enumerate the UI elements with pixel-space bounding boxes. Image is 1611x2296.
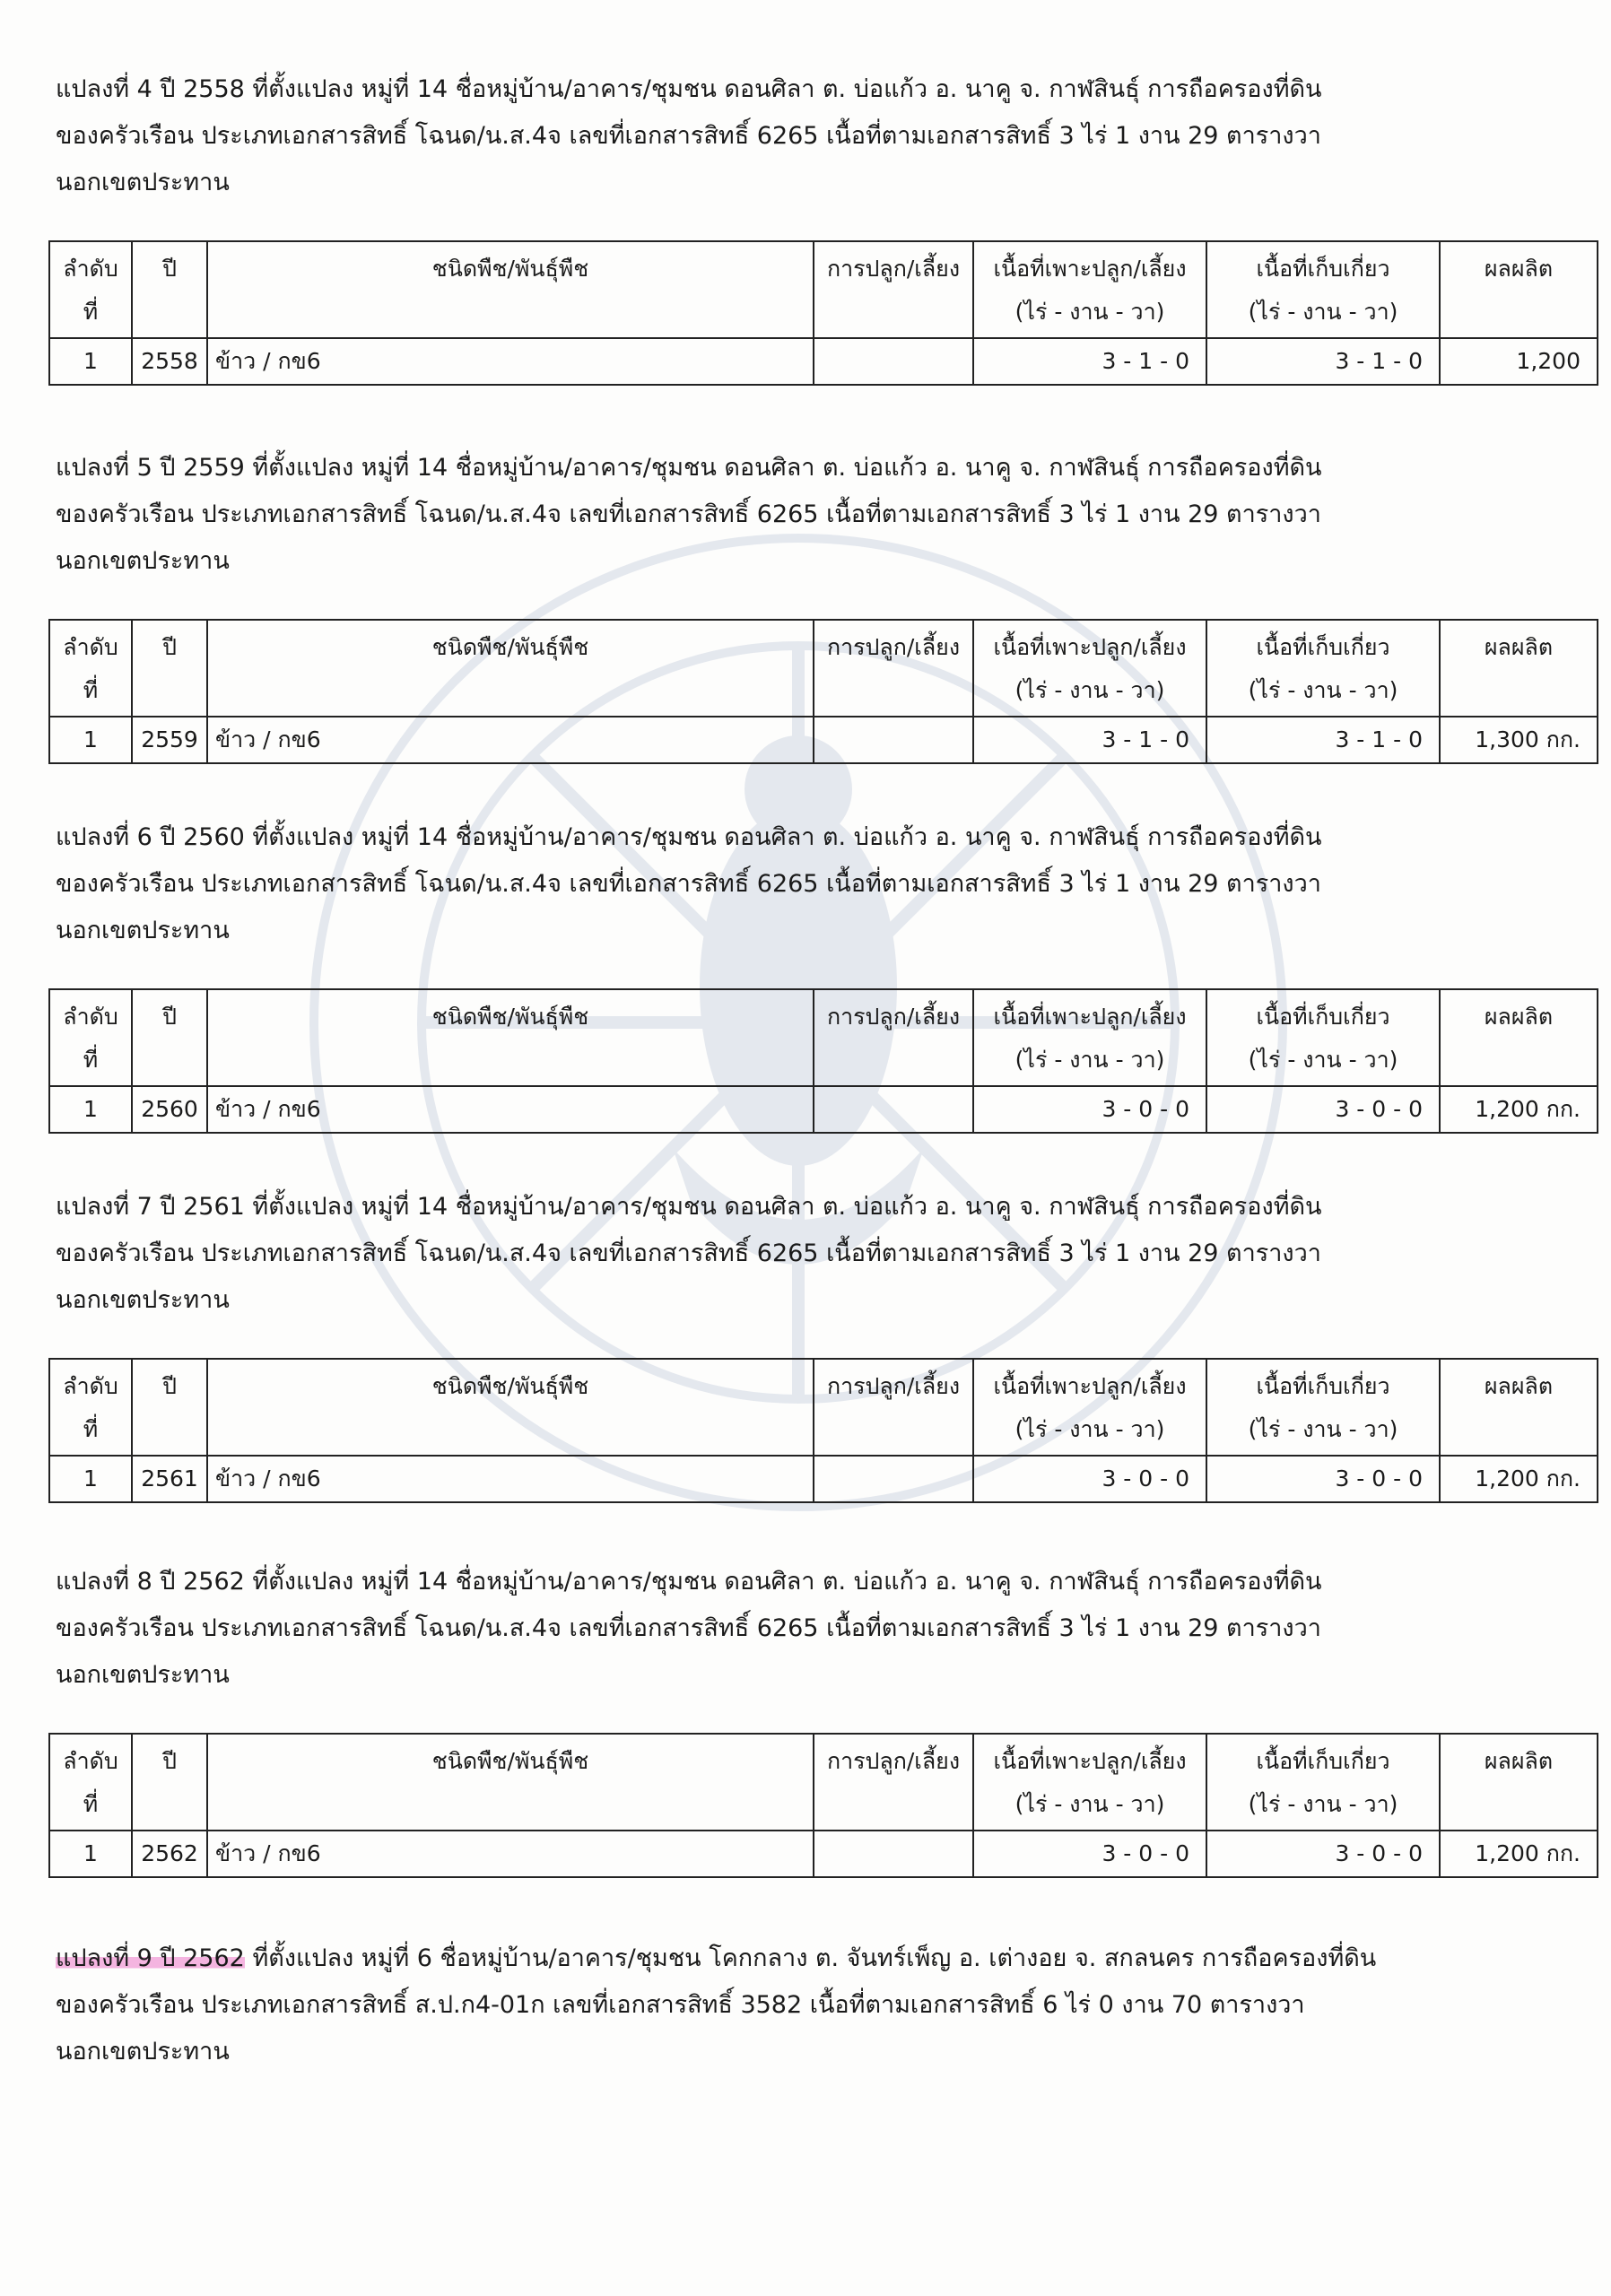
header-yield: ผลผลิต (1440, 241, 1598, 338)
header-area-unit: (ไร่ - งาน - วา) (1014, 1047, 1165, 1073)
header-harvest (1206, 241, 1440, 338)
plot-line-3: นอกเขตประทาน (56, 917, 230, 944)
crop-table (48, 240, 1598, 386)
header-area-unit: (ไร่ - งาน - วา) (1014, 677, 1165, 703)
header-harvest-unit: (ไร่ - งาน - วา) (1248, 299, 1398, 325)
header-yield: ผลผลิต (1440, 1734, 1598, 1831)
cell-planting (814, 1831, 973, 1877)
table-row (49, 1086, 1598, 1133)
plot-line-2: ของครัวเรือน ประเภทเอกสารสิทธิ์ โฉนด/น.ส.4จ เลขที่เอกสารสิทธิ์ 6265 เนื้อที่ตามเอกสารสิทธิ์ 3 ไร่ 1 งาน 29 ตารางวา (56, 1614, 1321, 1642)
header-area-title: เนื้อที่เพาะปลูก/เลี้ยง (993, 1748, 1187, 1774)
plot-line-3: นอกเขตประทาน (56, 1286, 230, 1314)
header-area (973, 1359, 1206, 1456)
cell-harvest: 3 - 0 - 0 (1206, 1456, 1440, 1502)
plot-section (56, 1184, 1598, 1503)
plot-section (56, 1559, 1598, 1878)
header-harvest-unit: (ไร่ - งาน - วา) (1248, 1791, 1398, 1817)
header-harvest (1206, 1359, 1440, 1456)
plot-line-3: นอกเขตประทาน (56, 169, 230, 196)
header-yield: ผลผลิต (1440, 989, 1598, 1086)
header-harvest-unit: (ไร่ - งาน - วา) (1248, 1416, 1398, 1442)
header-year: ปี (132, 241, 207, 338)
cell-no: 1 (49, 1831, 132, 1877)
header-year: ปี (132, 1734, 207, 1831)
cell-area: 3 - 0 - 0 (973, 1831, 1206, 1877)
plot-line-2: ของครัวเรือน ประเภทเอกสารสิทธิ์ ส.ป.ก4-01ก เลขที่เอกสารสิทธิ์ 3582 เนื้อที่ตามเอกสารสิทธิ์ 6 ไร่ 0 งาน 70 ตารางวา (56, 1991, 1305, 2019)
header-crop: ชนิดพืช/พันธุ์พืช (207, 620, 814, 717)
header-area-title: เนื้อที่เพาะปลูก/เลี้ยง (993, 1373, 1187, 1399)
header-harvest-unit: (ไร่ - งาน - วา) (1248, 677, 1398, 703)
cell-crop: ข้าว / กข6 (207, 1831, 814, 1877)
cell-harvest: 3 - 0 - 0 (1206, 1831, 1440, 1877)
cell-crop: ข้าว / กข6 (207, 1086, 814, 1133)
header-no: ลำดับที่ (49, 1359, 132, 1456)
header-planting: การปลูก/เลี้ยง (814, 1359, 973, 1456)
plot-line-1: แปลงที่ 7 ปี 2561 ที่ตั้งแปลง หมู่ที่ 14 ชื่อหมู่บ้าน/อาคาร/ชุมชน ดอนศิลา ต. บ่อแก้ว อ. นาคู จ. กาฬสินธุ์ การถือครองที่ดิน (56, 1193, 1322, 1221)
plot-section (56, 814, 1598, 1134)
header-harvest-title: เนื้อที่เก็บเกี่ยว (1256, 256, 1390, 282)
header-harvest (1206, 620, 1440, 717)
header-area-unit: (ไร่ - งาน - วา) (1014, 1416, 1165, 1442)
cell-harvest: 3 - 0 - 0 (1206, 1086, 1440, 1133)
header-area-unit: (ไร่ - งาน - วา) (1014, 1791, 1165, 1817)
plot-description (56, 1184, 1598, 1324)
plot-description (56, 66, 1598, 206)
header-year: ปี (132, 989, 207, 1086)
cell-year: 2561 (132, 1456, 207, 1502)
cell-planting (814, 717, 973, 763)
header-area (973, 989, 1206, 1086)
cell-harvest: 3 - 1 - 0 (1206, 717, 1440, 763)
header-harvest (1206, 989, 1440, 1086)
plot-description (56, 1559, 1598, 1699)
header-area-title: เนื้อที่เพาะปลูก/เลี้ยง (993, 256, 1187, 282)
crop-table (48, 1733, 1598, 1878)
header-area-title: เนื้อที่เพาะปลูก/เลี้ยง (993, 1004, 1187, 1030)
table-row (49, 1831, 1598, 1877)
cell-yield: 1,200 กก. (1440, 1456, 1598, 1502)
cell-no: 1 (49, 1086, 132, 1133)
cell-planting (814, 1086, 973, 1133)
crop-table (48, 1358, 1598, 1503)
cell-crop: ข้าว / กข6 (207, 717, 814, 763)
plot-description (56, 814, 1598, 954)
header-area (973, 1734, 1206, 1831)
header-harvest-title: เนื้อที่เก็บเกี่ยว (1256, 634, 1390, 660)
plot-line-1 (56, 1935, 1598, 1982)
header-area (973, 241, 1206, 338)
cell-area: 3 - 1 - 0 (973, 338, 1206, 385)
header-area-unit: (ไร่ - งาน - วา) (1014, 299, 1165, 325)
table-row (49, 1456, 1598, 1502)
header-no: ลำดับที่ (49, 1734, 132, 1831)
cell-year: 2558 (132, 338, 207, 385)
header-no: ลำดับที่ (49, 241, 132, 338)
plot-line-1: แปลงที่ 5 ปี 2559 ที่ตั้งแปลง หมู่ที่ 14 ชื่อหมู่บ้าน/อาคาร/ชุมชน ดอนศิลา ต. บ่อแก้ว อ. นาคู จ. กาฬสินธุ์ การถือครองที่ดิน (56, 454, 1322, 482)
header-no: ลำดับที่ (49, 620, 132, 717)
plot-line-1: แปลงที่ 8 ปี 2562 ที่ตั้งแปลง หมู่ที่ 14 ชื่อหมู่บ้าน/อาคาร/ชุมชน ดอนศิลา ต. บ่อแก้ว อ. นาคู จ. กาฬสินธุ์ การถือครองที่ดิน (56, 1568, 1322, 1596)
cell-yield: 1,200 กก. (1440, 1831, 1598, 1877)
table-row (49, 338, 1598, 385)
plot-line-2: ของครัวเรือน ประเภทเอกสารสิทธิ์ โฉนด/น.ส.4จ เลขที่เอกสารสิทธิ์ 6265 เนื้อที่ตามเอกสารสิทธิ์ 3 ไร่ 1 งาน 29 ตารางวา (56, 1239, 1321, 1267)
highlighted-plot-label: แปลงที่ 9 ปี 2562 (56, 1944, 245, 1972)
header-yield: ผลผลิต (1440, 1359, 1598, 1456)
header-harvest-title: เนื้อที่เก็บเกี่ยว (1256, 1373, 1390, 1399)
plot-line-3: นอกเขตประทาน (56, 547, 230, 575)
cell-year: 2560 (132, 1086, 207, 1133)
header-year: ปี (132, 620, 207, 717)
header-area-title: เนื้อที่เพาะปลูก/เลี้ยง (993, 634, 1187, 660)
plot-line-2: ของครัวเรือน ประเภทเอกสารสิทธิ์ โฉนด/น.ส.4จ เลขที่เอกสารสิทธิ์ 6265 เนื้อที่ตามเอกสารสิทธิ์ 3 ไร่ 1 งาน 29 ตารางวา (56, 122, 1321, 150)
plot-line-1: แปลงที่ 6 ปี 2560 ที่ตั้งแปลง หมู่ที่ 14 ชื่อหมู่บ้าน/อาคาร/ชุมชน ดอนศิลา ต. บ่อแก้ว อ. นาคู จ. กาฬสินธุ์ การถือครองที่ดิน (56, 823, 1322, 851)
header-harvest-unit: (ไร่ - งาน - วา) (1248, 1047, 1398, 1073)
plot-section (56, 1935, 1598, 2075)
cell-crop: ข้าว / กข6 (207, 338, 814, 385)
cell-area: 3 - 0 - 0 (973, 1456, 1206, 1502)
table-header-row (49, 1359, 1598, 1456)
crop-table (48, 619, 1598, 764)
table-header-row (49, 989, 1598, 1086)
cell-planting (814, 338, 973, 385)
header-area (973, 620, 1206, 717)
plot-section (56, 445, 1598, 764)
table-header-row (49, 620, 1598, 717)
header-crop: ชนิดพืช/พันธุ์พืช (207, 241, 814, 338)
cell-crop: ข้าว / กข6 (207, 1456, 814, 1502)
cell-area: 3 - 0 - 0 (973, 1086, 1206, 1133)
header-planting: การปลูก/เลี้ยง (814, 989, 973, 1086)
table-header-row (49, 1734, 1598, 1831)
header-harvest (1206, 1734, 1440, 1831)
header-planting: การปลูก/เลี้ยง (814, 241, 973, 338)
plot-line-3: นอกเขตประทาน (56, 1661, 230, 1689)
plot-line-2: ของครัวเรือน ประเภทเอกสารสิทธิ์ โฉนด/น.ส.4จ เลขที่เอกสารสิทธิ์ 6265 เนื้อที่ตามเอกสารสิทธิ์ 3 ไร่ 1 งาน 29 ตารางวา (56, 870, 1321, 898)
table-header-row (49, 241, 1598, 338)
plot-section (56, 66, 1598, 386)
cell-yield: 1,200 กก. (1440, 1086, 1598, 1133)
header-year: ปี (132, 1359, 207, 1456)
header-harvest-title: เนื้อที่เก็บเกี่ยว (1256, 1004, 1390, 1030)
table-row (49, 717, 1598, 763)
header-harvest-title: เนื้อที่เก็บเกี่ยว (1256, 1748, 1390, 1774)
header-crop: ชนิดพืช/พันธุ์พืช (207, 989, 814, 1086)
cell-planting (814, 1456, 973, 1502)
header-no: ลำดับที่ (49, 989, 132, 1086)
cell-area: 3 - 1 - 0 (973, 717, 1206, 763)
plot-line-2: ของครัวเรือน ประเภทเอกสารสิทธิ์ โฉนด/น.ส.4จ เลขที่เอกสารสิทธิ์ 6265 เนื้อที่ตามเอกสารสิทธิ์ 3 ไร่ 1 งาน 29 ตารางวา (56, 500, 1321, 528)
cell-yield: 1,200 (1440, 338, 1598, 385)
cell-yield: 1,300 กก. (1440, 717, 1598, 763)
plot-description (56, 1935, 1598, 2075)
plot-description (56, 445, 1598, 585)
header-planting: การปลูก/เลี้ยง (814, 620, 973, 717)
cell-no: 1 (49, 338, 132, 385)
cell-no: 1 (49, 717, 132, 763)
header-planting: การปลูก/เลี้ยง (814, 1734, 973, 1831)
crop-table (48, 988, 1598, 1134)
cell-no: 1 (49, 1456, 132, 1502)
header-crop: ชนิดพืช/พันธุ์พืช (207, 1359, 814, 1456)
plot-line-3: นอกเขตประทาน (56, 2038, 230, 2066)
cell-year: 2559 (132, 717, 207, 763)
header-crop: ชนิดพืช/พันธุ์พืช (207, 1734, 814, 1831)
plot-line-1: แปลงที่ 4 ปี 2558 ที่ตั้งแปลง หมู่ที่ 14 ชื่อหมู่บ้าน/อาคาร/ชุมชน ดอนศิลา ต. บ่อแก้ว อ. นาคู จ. กาฬสินธุ์ การถือครองที่ดิน (56, 75, 1322, 103)
header-yield: ผลผลิต (1440, 620, 1598, 717)
cell-year: 2562 (132, 1831, 207, 1877)
cell-harvest: 3 - 1 - 0 (1206, 338, 1440, 385)
plot-line-1-rest: ที่ตั้งแปลง หมู่ที่ 6 ชื่อหมู่บ้าน/อาคาร/ชุมชน โคกกลาง ต. จันทร์เพ็ญ อ. เต่างอย จ. สกลนคร การถือครองที่ดิน (244, 1944, 1377, 1972)
